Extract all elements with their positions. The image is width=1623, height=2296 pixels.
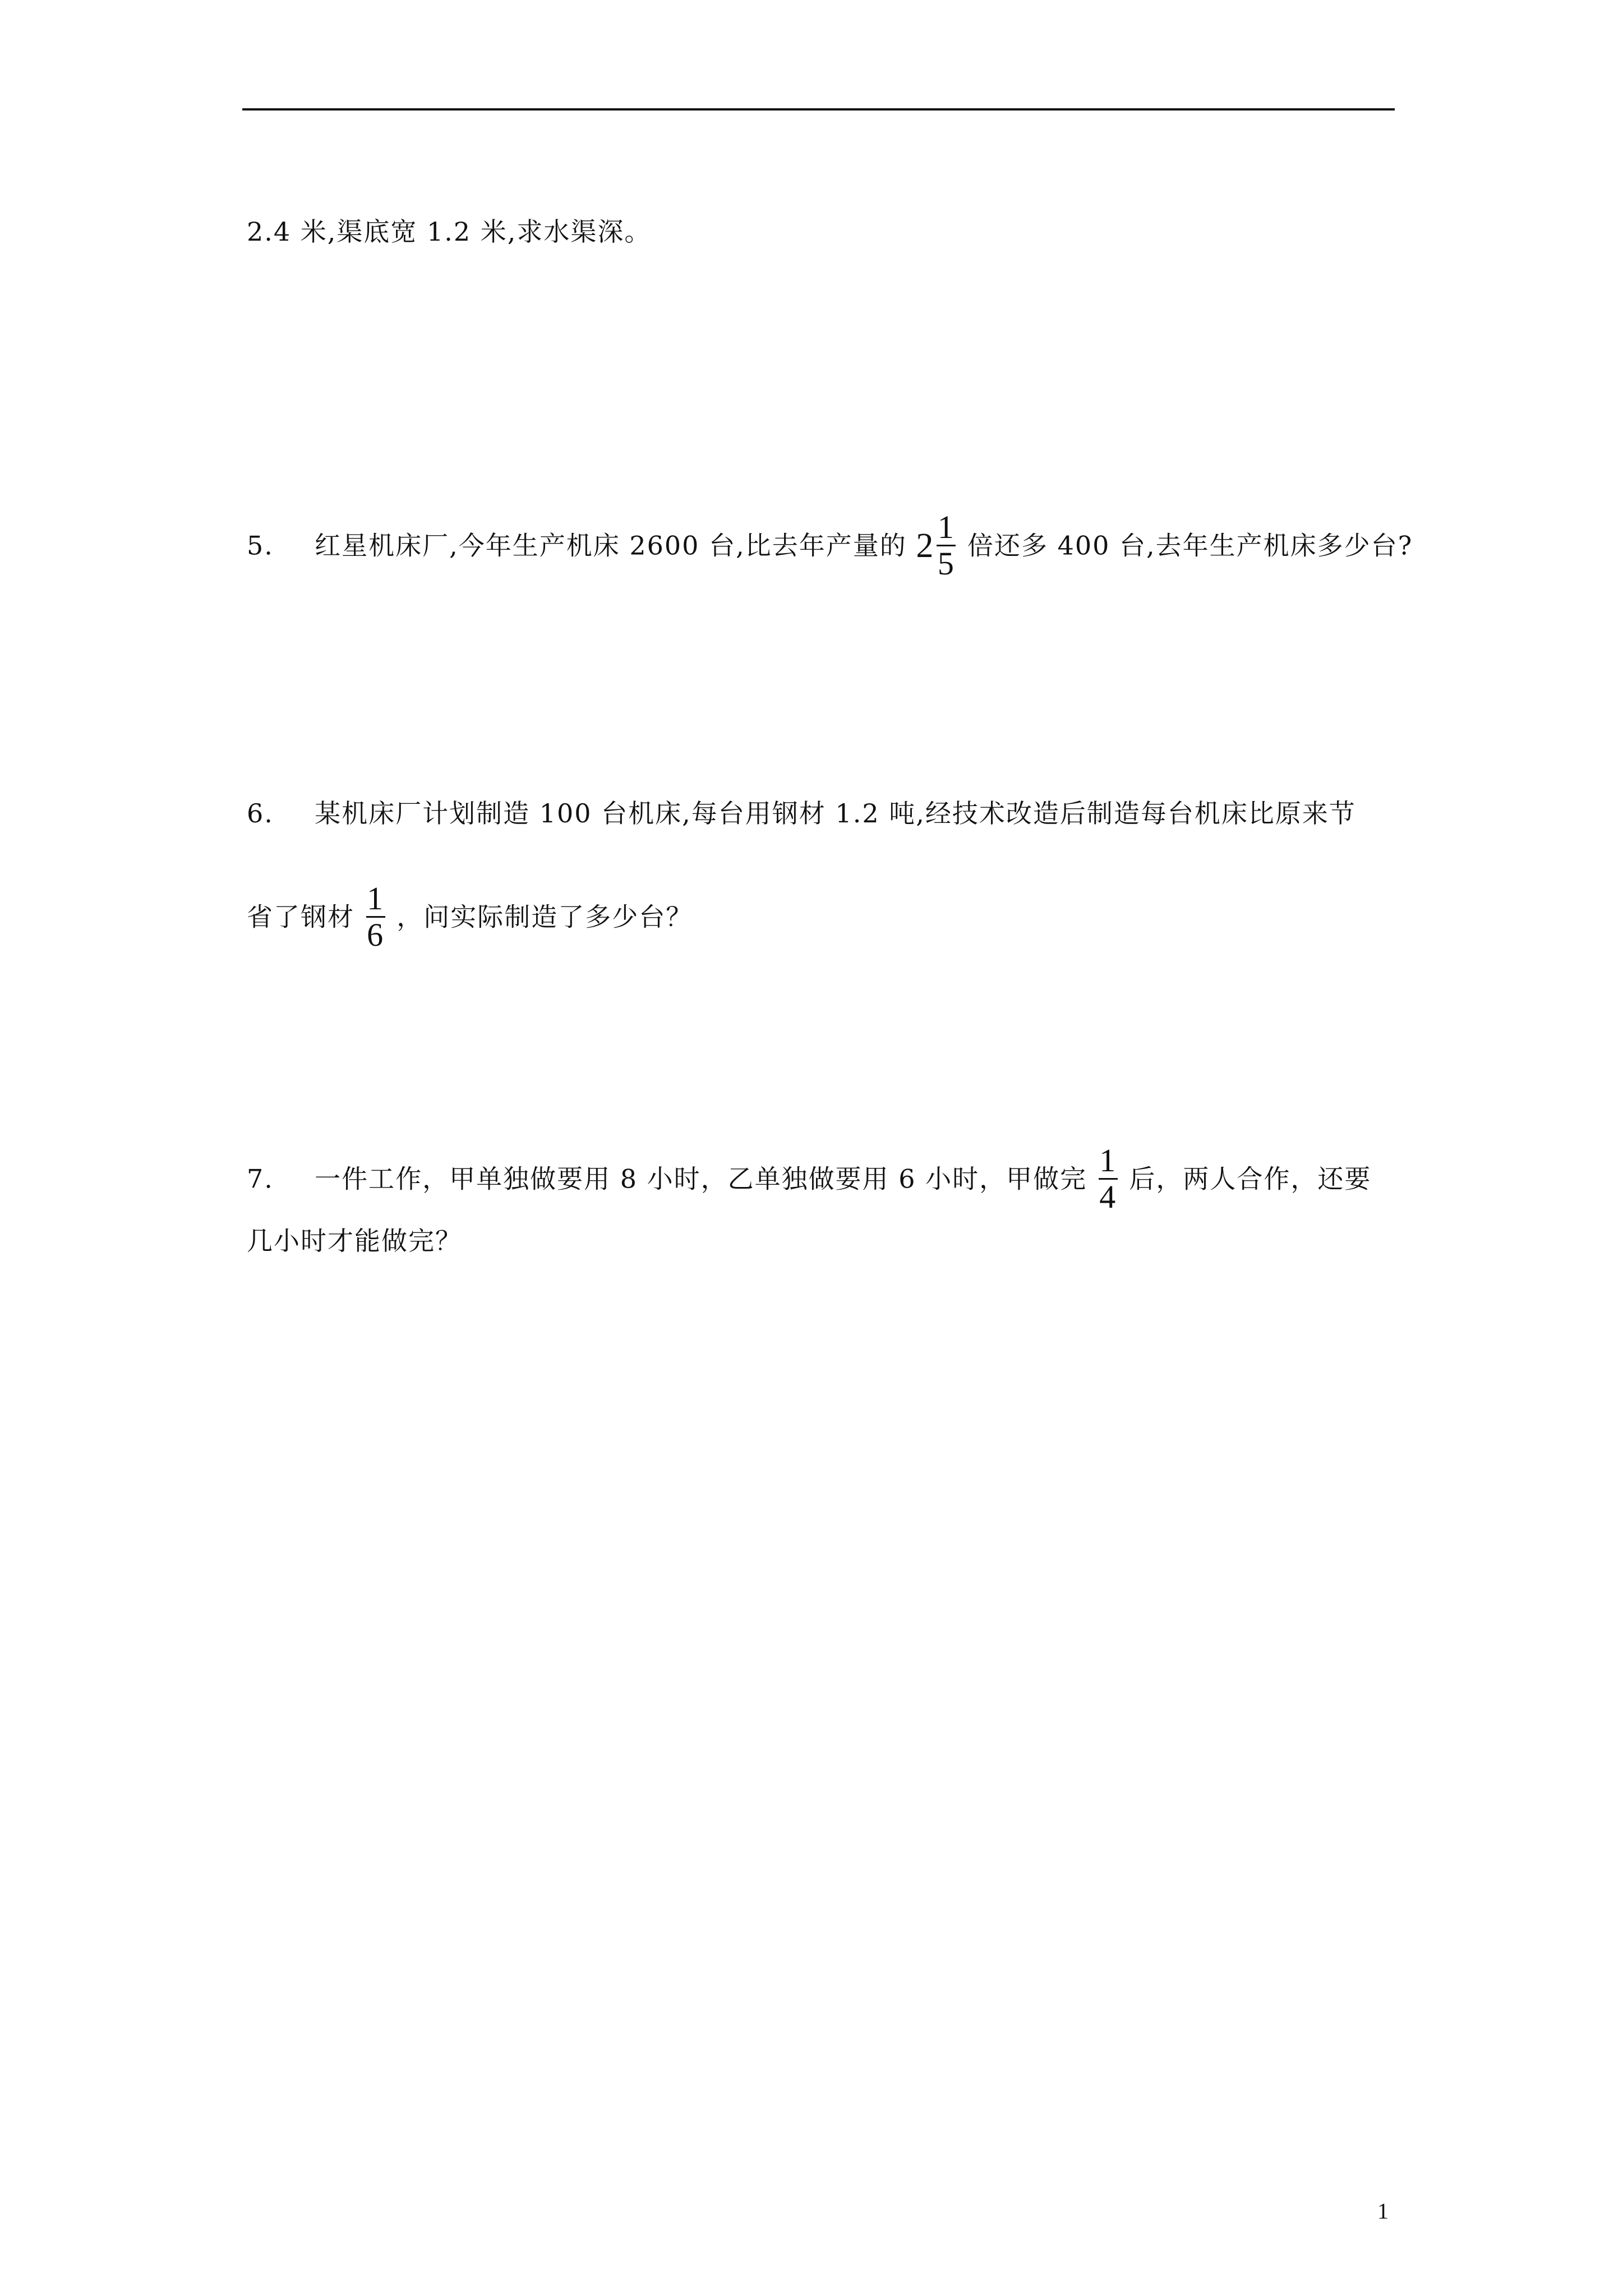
fraction-denominator: 4 [1099, 1179, 1117, 1215]
problem-5-text-before: 红星机床厂,今年生产机床 2600 台,比去年产量的 [315, 530, 907, 561]
fraction-1-4 [1099, 1143, 1118, 1214]
mixed-number-2-1-5 [916, 509, 958, 583]
problem-5-text-after: 倍还多 400 台,去年生产机床多少台? [967, 530, 1413, 561]
fraction-numerator: 1 [367, 880, 385, 917]
problem-7-number: 7. [247, 1163, 274, 1194]
fraction-numerator: 1 [1099, 1142, 1117, 1179]
fraction-1-5 [937, 510, 956, 581]
problem-6-text-before: 省了钢材 [247, 901, 354, 932]
fraction-1-6 [366, 881, 385, 953]
problem-7-text-line-2: 几小时才能做完？ [247, 1226, 462, 1256]
fraction-denominator: 6 [367, 917, 385, 953]
problem-7-line-1 [247, 1142, 1372, 1217]
header-rule [242, 108, 1395, 111]
mixed-number-whole: 2 [916, 526, 935, 565]
problem-6-text-after: ，问实际制造了多少台？ [396, 901, 693, 932]
problem-6-number: 6. [247, 798, 274, 829]
page-number: 1 [1377, 2198, 1389, 2224]
problem-6-text-line-1: 某机床厂计划制造 100 台机床,每台用钢材 1.2 吨,经技术改造后制造每台机床比原来节 [315, 798, 1356, 829]
problem-6-line-1 [247, 797, 1356, 830]
problem-6-line-2 [247, 880, 693, 955]
fraction-numerator: 1 [937, 509, 955, 545]
problem-4-tail [247, 215, 651, 249]
problem-7-text-after: 后，两人合作，还要 [1129, 1163, 1372, 1194]
problem-4-text: 2.4 米,渠底宽 1.2 米,求水渠深。 [247, 217, 652, 247]
problem-7-line-2 [247, 1224, 462, 1258]
fraction-denominator: 5 [937, 545, 955, 582]
problem-5-number: 5. [247, 530, 274, 561]
problem-7-text-before: 一件工作，甲单独做要用 8 小时，乙单独做要用 6 小时，甲做完 [315, 1163, 1087, 1194]
problem-5 [247, 509, 1413, 583]
